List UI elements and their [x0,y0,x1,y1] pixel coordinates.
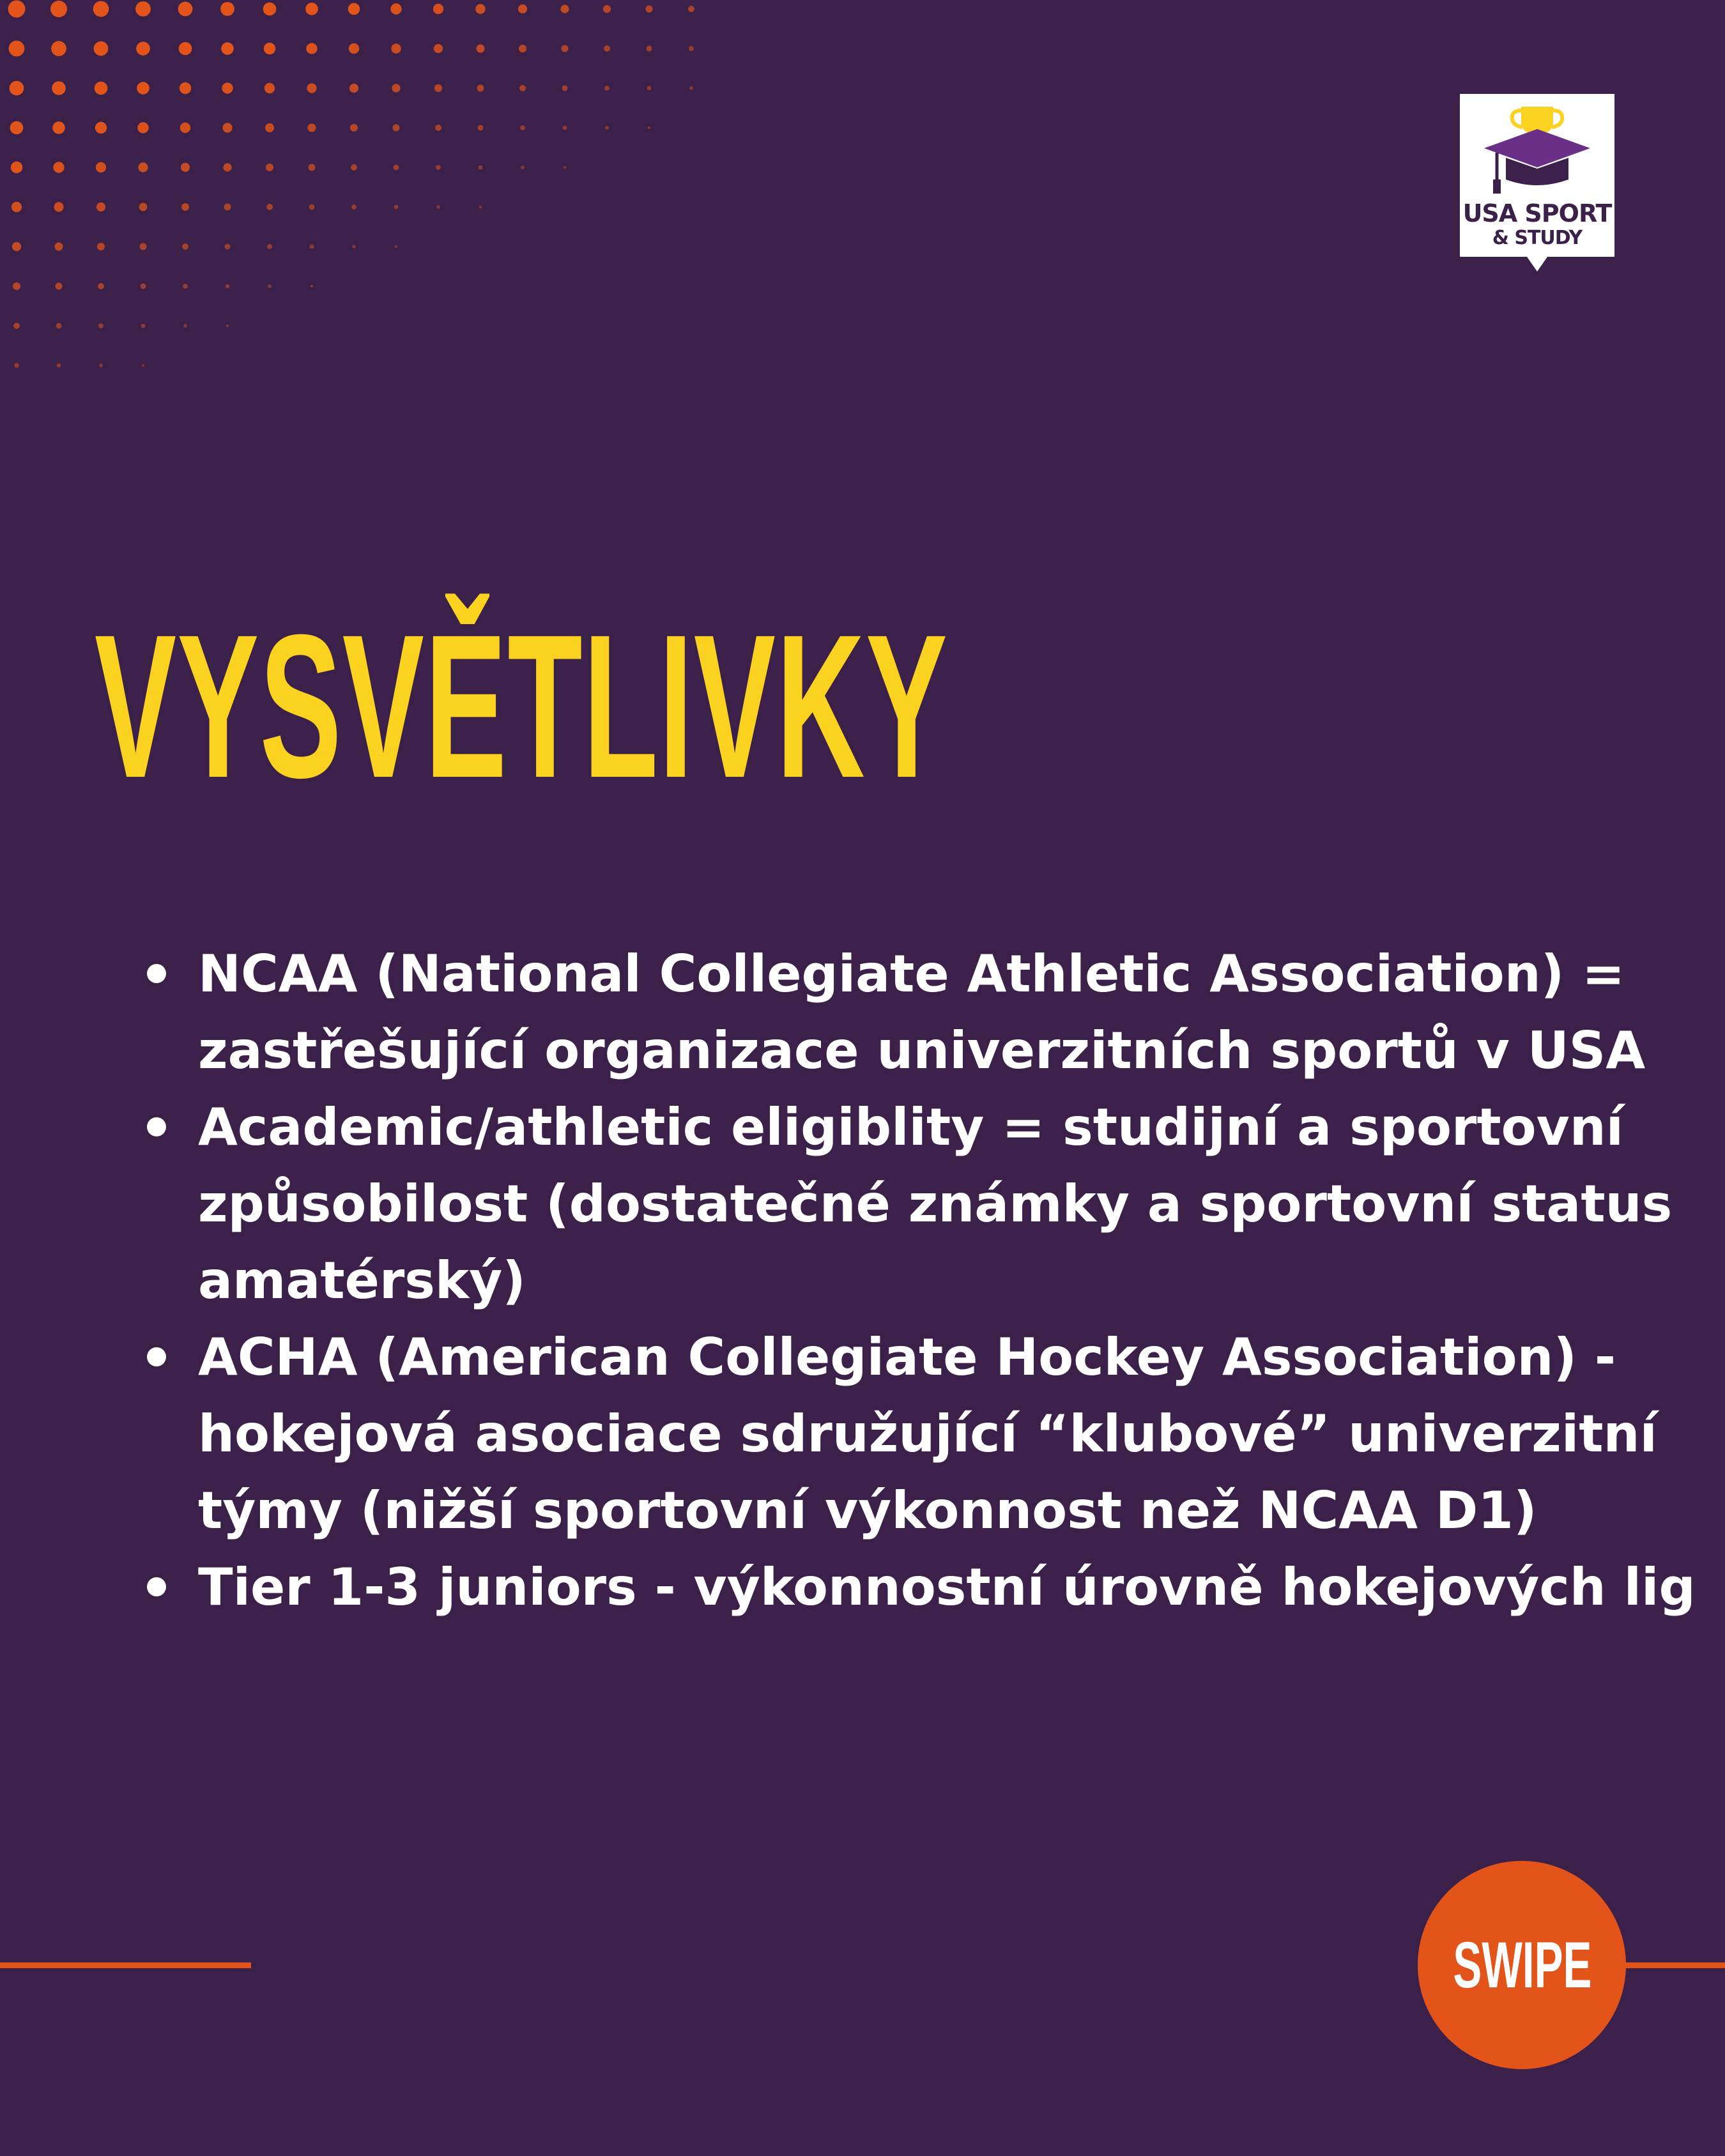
halftone-dot [562,86,568,91]
halftone-dot [98,283,104,289]
halftone-dot [97,243,105,250]
halftone-dot [95,122,107,134]
halftone-dot [268,284,272,288]
halftone-dot [10,121,24,135]
halftone-dot [267,244,272,249]
halftone-dot [141,284,146,289]
halftone-dot [141,324,146,328]
halftone-dot [562,45,569,52]
halftone-dot [563,126,567,130]
halftone-dot [53,162,64,172]
halftone-dot [393,125,400,132]
halftone-dot [225,244,231,250]
halftone-dot [224,204,231,211]
halftone-dot [99,363,103,367]
logo-text-line2: & STUDY [1492,227,1583,249]
bullet-icon [147,964,166,983]
halftone-dot [222,123,232,132]
halftone-dot [95,82,108,95]
halftone-dot [309,164,316,171]
halftone-dot [137,82,150,95]
halftone-dot [264,43,275,54]
halftone-dot [52,121,65,134]
halftone-dot [519,45,526,52]
halftone-dot [645,5,652,12]
halftone-dot [183,284,188,289]
halftone-dot [264,83,275,93]
halftone-dot [12,202,22,212]
glossary-list [147,936,1719,1626]
halftone-dot [603,5,611,13]
halftone-dot [350,124,358,132]
swipe-label: SWIPE [1453,1929,1592,2001]
halftone-dot [140,243,147,250]
halftone-dot [307,123,316,132]
glossary-item-text: Tier 1-3 juniors - výkonnostní úrovně hokejových lig [198,1557,1696,1617]
halftone-dot [139,203,148,211]
halftone-dot [475,4,485,13]
halftone-dot [395,245,398,248]
divider-line-right [1610,1962,1725,1968]
halftone-dot [351,164,357,171]
halftone-dot [178,2,193,17]
halftone-dot [142,364,144,367]
halftone-dot [391,43,401,53]
halftone-dot [351,204,356,210]
halftone-dot [349,43,359,54]
halftone-dot [220,2,234,16]
halftone-dot [434,84,442,92]
halftone-dot [266,164,273,171]
halftone-dot [306,43,317,54]
swipe-button[interactable] [1418,1861,1626,2069]
glossary-item-acha [198,1319,1719,1549]
halftone-dot-pattern [0,0,735,396]
halftone-dot [137,122,148,133]
halftone-dot [435,125,441,131]
halftone-dot [394,205,399,210]
halftone-dot [57,363,61,368]
halftone-dot [348,3,360,15]
halftone-dot [518,4,527,13]
logo-text-line1: USA SPORT [1462,199,1612,227]
halftone-dot [434,44,443,53]
halftone-dot [647,46,652,52]
halftone-dot [226,284,230,289]
halftone-dot [11,162,22,173]
halftone-dot [54,202,63,211]
halftone-dot [226,325,229,328]
halftone-dot [179,42,192,56]
halftone-dot [266,204,273,210]
halftone-dot [478,125,484,131]
halftone-dot [10,81,24,96]
halftone-dot [222,82,233,93]
halftone-dot [605,126,609,130]
halftone-dot [9,41,25,57]
halftone-dot [390,3,401,14]
halftone-dot [55,243,63,251]
halftone-dot [136,42,150,56]
halftone-dot [647,86,652,91]
halftone-dot [94,42,109,56]
halftone-dot [51,41,66,56]
halftone-dot [689,46,694,51]
glossary-item-eligibility [198,1089,1719,1319]
halftone-dot [56,283,63,290]
halftone-dot [135,1,151,17]
halftone-dot [476,44,484,52]
halftone-dot [307,83,316,93]
halftone-dot [520,125,525,130]
halftone-dot [93,1,109,17]
halftone-dot [180,123,190,133]
halftone-dot [183,324,187,328]
halftone-dot [604,86,610,91]
halftone-dot [56,323,62,329]
glossary-item-text: ACHA (American Collegiate Hockey Association) - hokejová asociace sdružující “klubové” univerzitní týmy (nižší sportovní výkonnost než NCAA D1) [198,1327,1657,1540]
halftone-dot [560,4,569,13]
halftone-dot [564,166,567,169]
page-title: VYSVĚTLIVKY [95,592,949,820]
halftone-dot [52,81,66,95]
halftone-dot [98,323,103,328]
halftone-dot [310,245,314,249]
halftone-dot [310,285,314,288]
halftone-dot [13,323,20,329]
halftone-dot [221,42,234,55]
bullet-icon [147,1117,166,1136]
halftone-dot [180,82,191,94]
glossary-item-text: NCAA (National Collegiate Athletic Association) = zastřešující organizace univerzitních sportů v USA [198,944,1646,1080]
bullet-icon [147,1577,166,1596]
halftone-dot [604,45,610,52]
halftone-dot [263,3,277,16]
halftone-dot [689,86,693,90]
halftone-dot [13,282,20,290]
halftone-dot [96,203,105,211]
halftone-dot [519,85,526,91]
halftone-dot [436,205,440,209]
brand-logo [1460,94,1614,273]
halftone-dot [309,204,315,210]
halftone-dot [8,1,26,18]
halftone-dot [181,163,190,172]
glossary-item-ncaa [198,936,1719,1089]
halftone-dot [648,126,651,130]
halftone-dot [479,206,482,209]
halftone-dot [223,163,231,171]
glossary-item-tiers [198,1549,1719,1626]
halftone-dot [181,203,189,211]
glossary-item-text: Academic/athletic eligiblity = studijní a sportovní způsobilost (dostatečné známky a sportovní status amatérský) [198,1097,1673,1310]
halftone-dot [305,3,318,15]
halftone-dot [436,165,441,170]
halftone-dot [392,84,400,92]
halftone-dot [138,162,148,172]
halftone-dot [433,4,443,14]
bullet-icon [147,1347,166,1366]
divider-line-left [0,1962,251,1968]
halftone-dot [14,363,19,368]
halftone-dot [394,165,399,171]
halftone-dot [349,84,358,93]
halftone-dot [265,123,274,132]
halftone-dot [182,243,188,250]
halftone-dot [521,165,525,169]
halftone-dot [688,6,694,12]
halftone-dot [12,242,21,251]
halftone-dot [352,245,356,248]
halftone-dot [96,162,106,172]
halftone-dot [477,85,484,92]
halftone-dot [50,1,67,17]
halftone-dot [479,165,483,170]
